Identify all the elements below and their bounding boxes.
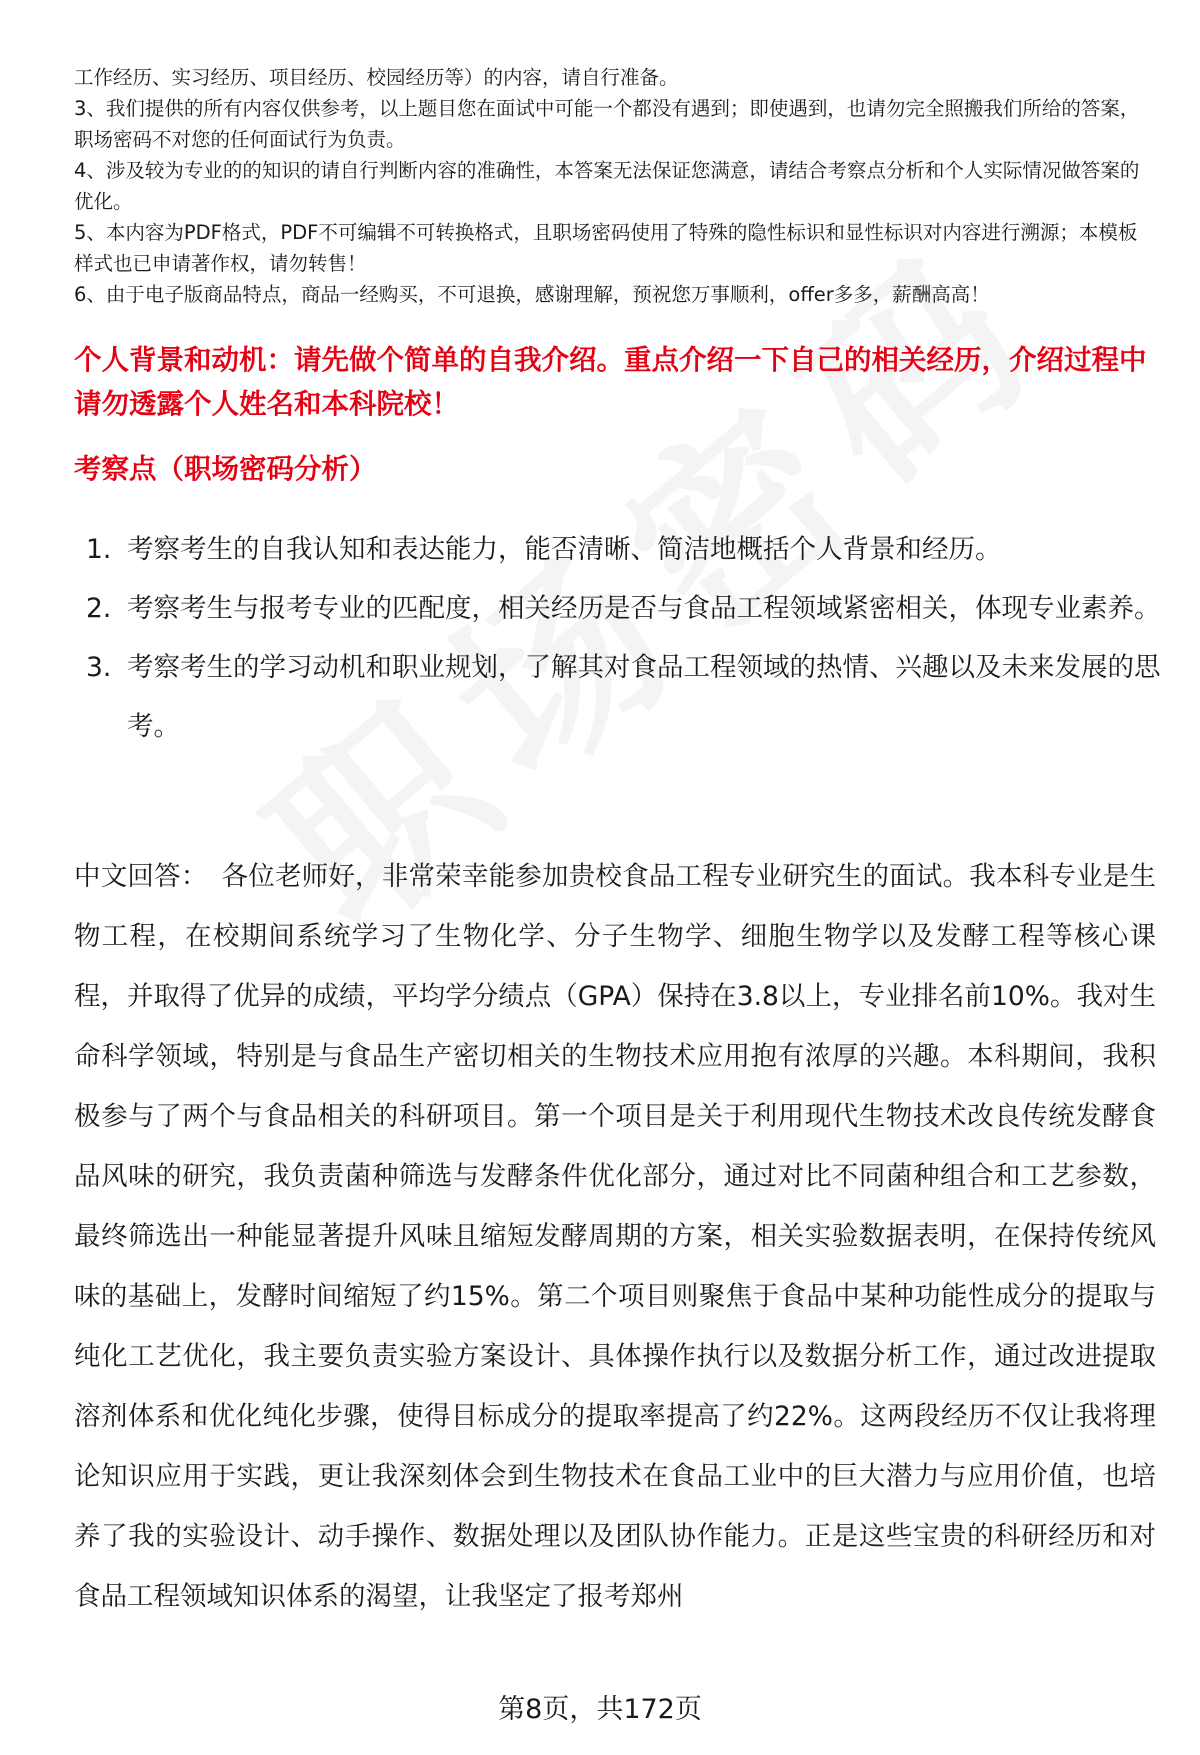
assessment-point [74,579,1164,638]
assessment-point [74,520,1164,579]
point-text: 考察考生的学习动机和职业规划，了解其对食品工程领域的热情、兴趣以及未来发展的思考。 [127,652,1161,742]
point-number: 3. [86,652,112,683]
answer-paragraph [74,847,1156,1627]
note-item: 5、本内容为PDF格式，PDF不可编辑不可转换格式，且职场密码使用了特殊的隐性标识和显性标识对内容进行溯源；本模板样式也已申请著作权，请勿转售！ [74,221,1138,275]
point-text: 考察考生的自我认知和表达能力，能否清晰、简洁地概括个人背景和经历。 [127,534,1002,565]
page-number: 第8页，共172页 [498,1694,702,1725]
assessment-points [74,520,1164,756]
note-item: 工作经历、实习经历、项目经历、校园经历等）的内容，请自行准备。 [74,66,679,89]
point-text: 考察考生与报考专业的匹配度，相关经历是否与食品工程领域紧密相关，体现专业素养。 [127,593,1161,624]
note-item: 3、我们提供的所有内容仅供参考，以上题目您在面试中可能一个都没有遇到；即使遇到，也请勿完全照搬我们所给的答案，职场密码不对您的任何面试行为负责。 [74,97,1140,151]
note-item: 4、涉及较为专业的的知识的请自行判断内容的准确性，本答案无法保证您满意，请结合考察点分析和个人实际情况做答案的优化。 [74,159,1140,213]
note-item: 6、由于电子版商品特点，商品一经购买，不可退换，感谢理解，预祝您万事顺利，offer多多，薪酬高高！ [74,283,990,306]
interview-question: 个人背景和动机：请先做个简单的自我介绍。重点介绍一下自己的相关经历，介绍过程中请勿透露个人姓名和本科院校！ [74,344,1147,420]
notes-section [74,62,1154,310]
point-number: 2. [86,593,112,624]
answer-text: 各位老师好，非常荣幸能参加贵校食品工程专业研究生的面试。我本科专业是生物工程，在校期间系统学习了生物化学、分子生物学、细胞生物学以及发酵工程等核心课程，并取得了优异的成绩，平均学分绩点（GPA）保持在3.8以上，专业排名前10%。我对生命科学领域，特别是与食品生产密切相关的生物技术应用抱有浓厚的兴趣。本科期间，我积极参与了两个与食品相关的科研项目。第一个项目是关于利用现代生物技术改良传统发酵食品风味的研究，我负责菌种筛选与发酵条件优化部分，通过对比不同菌种组合和工艺参数，最终筛选出一种能显著提升风味且缩短发酵周期的方案，相关实验数据表明，在保持传统风味的基础上，发酵时间缩短了约15%。第二个项目则聚焦于食品中某种功能性成分的提取与纯化工艺优化，我主要负责实验方案设计、具体操作执行以及数据分析工作，通过改进提取溶剂体系和优化纯化步骤，使得目标成分的提取率提高了约22%。这两段经历不仅让我将理论知识应用于实践，更让我深刻体会到生物技术在食品工业中的巨大潜力与应用价值，也培养了我的实验设计、动手操作、数据处理以及团队协作能力。正是这些宝贵的科研经历和对食品工程领域知识体系的渴望，让我坚定了报考郑州 [74,861,1157,1612]
point-number: 1. [86,534,112,565]
assessment-heading: 考察点（职场密码分析） [74,453,377,485]
assessment-point [74,638,1164,756]
answer-label: 中文回答： [74,861,208,892]
